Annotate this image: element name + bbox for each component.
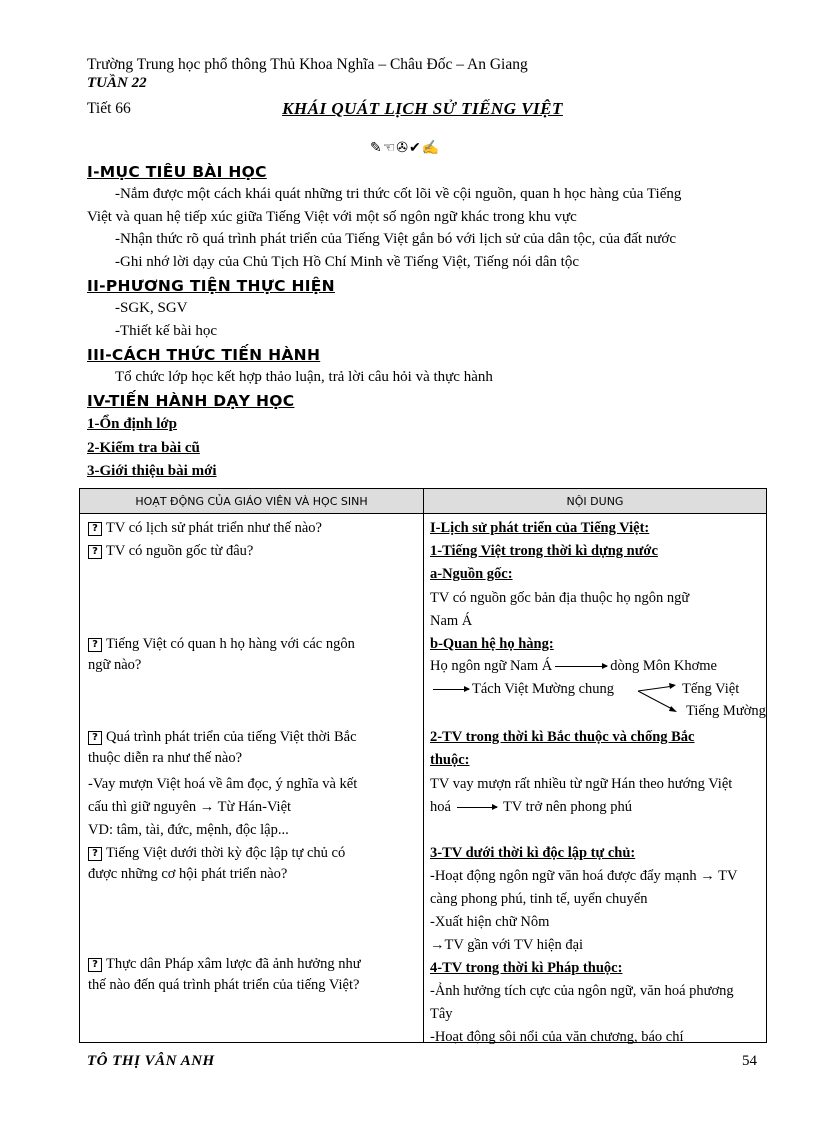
question-item: ? Tiếng Việt dưới thời kỳ độc lập tự chủ có được những cơ hội phát triển nào? xyxy=(88,845,346,882)
question-item: ? Thực dân Pháp xâm lược đã ảnh hưởng như thế nào đến quá trình phát triển của tiếng Việt? xyxy=(88,956,361,993)
column-header-activities: HOẠT ĐỘNG CỦA GIÁO VIÊN VÀ HỌC SINH xyxy=(80,489,424,514)
question-item: ? TV có nguồn gốc từ đâu? xyxy=(88,541,253,562)
material-line: -Thiết kế bài học xyxy=(115,323,218,339)
step-item: 3-Giới thiệu bài mới xyxy=(87,463,217,479)
question-item: ? Quá trình phát triển của tiếng Việt thời Bắc thuộc diễn ra như thế nào? xyxy=(88,729,357,766)
objective-line: -Nắm được một cách khái quát những tri thức cốt lõi về cội nguồn, quan h học hàng của Tiếng xyxy=(115,186,682,202)
content-line: TV có nguồn gốc bản địa thuộc họ ngôn ngữ xyxy=(430,590,690,606)
question-icon: ? xyxy=(88,731,102,745)
content-heading: a-Nguồn gốc: xyxy=(430,566,513,582)
column-header-content: NỘI DUNG xyxy=(424,489,767,514)
section-methods: III-CÁCH THỨC TIẾN HÀNH xyxy=(87,346,321,364)
branch-muong: Tiếng Mường xyxy=(686,703,766,719)
section-objectives: I-MỤC TIÊU BÀI HỌC xyxy=(87,163,267,181)
objective-line: -Nhận thức rõ quá trình phát triển của Tiếng Việt gắn bó với lịch sử của dân tộc, của đất nước xyxy=(115,231,677,247)
week-label: TUẦN 22 xyxy=(87,75,147,91)
content-heading: 2-TV trong thời kì Bắc thuộc và chống Bắc xyxy=(430,729,695,745)
question-item: ? TV có lịch sử phát triển như thế nào? xyxy=(88,518,322,539)
page-number: 54 xyxy=(742,1053,757,1069)
material-line: -SGK, SGV xyxy=(115,300,188,316)
content-heading: I-Lịch sử phát triển của Tiếng Việt: xyxy=(430,520,650,536)
content-line: Tây xyxy=(430,1006,453,1022)
note-line: -Vay mượn Việt hoá về âm đọc, ý nghĩa và kết xyxy=(88,776,358,792)
question-icon: ? xyxy=(88,522,102,536)
content-line: càng phong phú, tinh tế, uyển chuyển xyxy=(430,891,648,907)
note-line: VD: tâm, tài, đức, mệnh, độc lập... xyxy=(88,822,289,838)
step-item: 2-Kiểm tra bài cũ xyxy=(87,440,200,456)
activities-cell xyxy=(80,514,424,1043)
arrow-icon xyxy=(433,689,469,690)
arrow-icon xyxy=(555,666,607,667)
question-icon: ? xyxy=(88,638,102,652)
content-line: -Ảnh hưởng tích cực của ngôn ngữ, văn hoá phương xyxy=(430,983,734,999)
ornament-icons: ✎☜✇✔✍ xyxy=(370,141,441,156)
section-materials: II-PHƯƠNG TIỆN THỰC HIỆN xyxy=(87,277,335,295)
step-item: 1-Ổn định lớp xyxy=(87,416,178,432)
section-teaching: IV-TIẾN HÀNH DẠY HỌC xyxy=(87,392,295,410)
content-heading: b-Quan hệ họ hàng: xyxy=(430,636,554,652)
objective-line: Việt và quan hệ tiếp xúc giữa Tiếng Việt với một số ngôn ngữ khác trong khu vực xyxy=(87,209,577,225)
question-item: ? Tiếng Việt có quan h họ hàng với các ngôn ngữ nào? xyxy=(88,636,355,673)
author-name: TÔ THỊ VÂN ANH xyxy=(87,1053,215,1069)
content-line: -Hoạt động sôi nổi của văn chương, báo chí xyxy=(430,1029,684,1045)
family-flow-2: Tách Việt Mường chung xyxy=(430,679,614,700)
content-heading: 3-TV dưới thời kì độc lập tự chủ: xyxy=(430,845,636,861)
content-line: Nam Á xyxy=(430,613,473,629)
arrow-icon xyxy=(457,807,497,808)
content-cell xyxy=(424,514,767,1043)
content-flow: hoá TV trở nên phong phú xyxy=(430,799,632,815)
question-icon: ? xyxy=(88,545,102,559)
method-line: Tổ chức lớp học kết hợp thảo luận, trả lời câu hỏi và thực hành xyxy=(115,369,493,385)
content-heading: thuộc: xyxy=(430,752,470,768)
content-heading: 1-Tiếng Việt trong thời kì dựng nước xyxy=(430,543,658,559)
question-icon: ? xyxy=(88,847,102,861)
lesson-table xyxy=(79,488,767,1043)
content-heading: 4-TV trong thời kì Pháp thuộc: xyxy=(430,960,623,976)
branch-vietnamese: Tếng Việt xyxy=(682,681,740,697)
objective-line: -Ghi nhớ lời dạy của Chủ Tịch Hồ Chí Minh về Tiếng Việt, Tiếng nói dân tộc xyxy=(115,254,579,270)
content-line: -Hoạt động ngôn ngữ văn hoá được đẩy mạnh → TV xyxy=(430,868,738,884)
school-name: Trường Trung học phổ thông Thủ Khoa Nghĩa – Châu Đốc – An Giang xyxy=(87,56,528,73)
family-flow-1: Họ ngôn ngữ Nam Á dòng Môn Khơme xyxy=(430,658,717,674)
content-line: -Xuất hiện chữ Nôm xyxy=(430,914,550,930)
lesson-number: Tiết 66 xyxy=(87,100,131,117)
page-title: KHÁI QUÁT LỊCH SỬ TIẾNG VIỆT xyxy=(282,99,563,118)
content-line: →TV gần với TV hiện đại xyxy=(430,937,584,953)
content-line: TV vay mượn rất nhiều từ ngữ Hán theo hướng Việt xyxy=(430,776,733,792)
note-line: cấu thì giữ nguyên → Từ Hán-Việt xyxy=(88,799,292,815)
branch-arrows-icon xyxy=(636,680,680,720)
question-icon: ? xyxy=(88,958,102,972)
